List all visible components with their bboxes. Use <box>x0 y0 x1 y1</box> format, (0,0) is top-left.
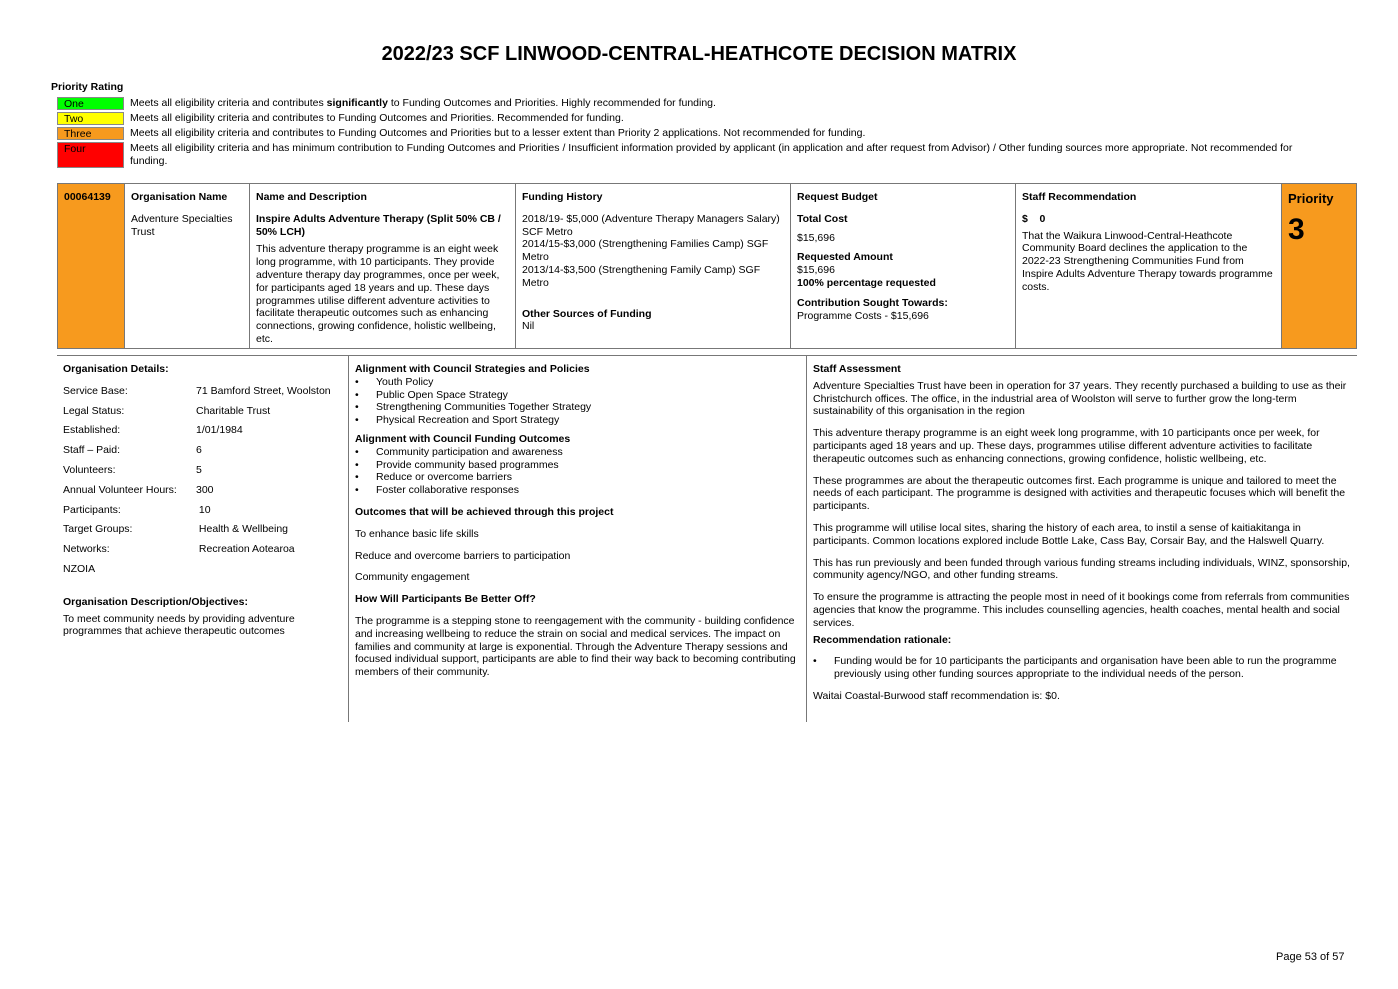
percentage-requested: 100% percentage requested <box>797 276 936 289</box>
page-title: 2022/23 SCF LINWOOD-CENTRAL-HEATHCOTE DECISION MATRIX <box>381 43 1017 65</box>
detail-label: Participants: <box>63 503 121 516</box>
detail-row <box>63 504 343 517</box>
detail-value: 71 Bamford Street, Woolston <box>196 384 331 397</box>
list-item: • Reduce or overcome barriers <box>355 471 801 484</box>
outcomes-list <box>355 446 801 497</box>
staff-recommended-amount: $ 0 <box>1022 212 1046 225</box>
org-name-heading: Organisation Name <box>131 191 228 203</box>
detail-label: Legal Status: <box>63 404 125 417</box>
project-id: 00064139 <box>58 184 125 348</box>
list-item: • Provide community based programmes <box>355 459 801 472</box>
detail-value: 6 <box>196 444 202 457</box>
priority-rating-heading: Priority Rating <box>51 81 124 93</box>
detail-value: Charitable Trust <box>196 404 271 417</box>
organisation-details-section <box>63 363 343 638</box>
assessment-closing: Waitai Coastal-Burwood staff recommendation is: $0. <box>813 689 1060 702</box>
staff-recommendation-heading: Staff Recommendation <box>1022 191 1137 203</box>
detail-label: Staff – Paid: <box>63 444 121 457</box>
detail-row <box>63 523 343 536</box>
org-description: To meet community needs by providing adventure programmes that achieve therapeutic outcomes <box>63 612 295 638</box>
org-description-heading: Organisation Description/Objectives: <box>63 595 248 608</box>
request-budget-column <box>791 184 1016 348</box>
strategies-heading: Alignment with Council Strategies and Policies <box>355 363 590 375</box>
legend-swatch-two: Two <box>57 112 124 125</box>
priority-heading: Priority <box>1288 191 1334 206</box>
achieved-item: Reduce and overcome barriers to participation <box>355 549 571 562</box>
legend-text-four: Meets all eligibility criteria and has minimum contribution to Funding Outcomes and Priorities / Insufficient information provided by applicant (in application and after request from Advisor) / Other funding sources more appropriate. Not recommended for funding. <box>130 142 1293 167</box>
legend-text-three: Meets all eligibility criteria and contributes to Funding Outcomes and Priorities but to a lesser extent than Priority 2 applications. Not recommended for funding. <box>130 127 866 139</box>
project-name: Inspire Adults Adventure Therapy (Split 50% CB / 50% LCH) <box>256 212 501 238</box>
request-budget-heading: Request Budget <box>797 191 878 203</box>
name-description-heading: Name and Description <box>256 191 367 203</box>
list-item: • Funding would be for 10 participants the participants and organisation have been able to run the programme previously using other funding sources appropriate to the individual needs of the person. <box>813 655 1353 681</box>
staff-recommendation-text: That the Waikura Linwood-Central-Heathcote Community Board declines the application to the 2022-23 Strengthening Communities Fund from Inspire Adults Adventure Therapy towards programme costs. <box>1022 229 1273 293</box>
detail-label: Service Base: <box>63 384 128 397</box>
strategies-list <box>355 376 801 427</box>
detail-label: Target Groups: <box>63 523 133 536</box>
column-divider-right <box>806 355 807 722</box>
total-cost-label: Total Cost <box>797 212 848 225</box>
staff-recommendation-column <box>1016 184 1282 348</box>
assessment-paragraph: These programmes are about the therapeutic outcomes first. Each programme is unique and tailored to meet the needs of each participant. The programme is designed with activities and therapeutic focuses which will benefit the participants. <box>813 474 1346 513</box>
other-sources: Nil <box>522 320 535 333</box>
legend-row-four <box>57 142 1317 168</box>
detail-row <box>63 484 343 497</box>
rationale-list <box>813 655 1353 681</box>
funding-history-item: 2013/14-$3,500 (Strengthening Family Camp) SGF Metro <box>522 263 761 289</box>
assessment-paragraph: This has run previously and been funded through various funding streams including individuals, WINZ, sponsorship, community agency/NGO, and other funding streams. <box>813 556 1350 582</box>
legend-swatch-three: Three <box>57 127 124 140</box>
alignment-section <box>355 363 801 679</box>
detail-row <box>63 543 343 556</box>
assessment-paragraph: Adventure Specialties Trust have been in operation for 37 years. They recently purchased a building to use as their Christchurch offices. The office, in the industrial area of Woolston will serve to further grow the long-term sustainability of this organisation in the region <box>813 379 1347 418</box>
contribution-label: Contribution Sought Towards: <box>797 296 948 309</box>
detail-value: Health & Wellbeing <box>196 523 289 536</box>
detail-value: Recreation Aotearoa <box>196 543 295 556</box>
funding-history-item: 2014/15-$3,000 (Strengthening Families Camp) SGF Metro <box>522 238 769 264</box>
assessment-paragraph: This programme will utilise local sites, sharing the history of each area, to instil a sense of kaitiakitanga in participants. Common locations explored include Bottle Lake, Cass Bay, Corsair Bay, and the Halswell Quarry. <box>813 521 1325 547</box>
legend-row-two <box>57 112 1317 125</box>
achieved-item: Community engagement <box>355 571 470 584</box>
legend-row-three <box>57 127 1317 140</box>
detail-value: 5 <box>196 463 202 476</box>
priority-column <box>1282 184 1356 348</box>
list-item: • Community participation and awareness <box>355 446 801 459</box>
detail-label: Networks: <box>63 543 110 556</box>
funding-history-item: 2018/19- $5,000 (Adventure Therapy Managers Salary) SCF Metro <box>522 212 780 238</box>
better-off-text: The programme is a stepping stone to reengagement with the community - building confidence and increasing wellbeing to reduce the strain on social and medical services. The impact on families and community at large is exponential. Through the Adventure Therapy sessions and focused individual support, participants are able to find their way back to becoming contributing members of their community. <box>355 614 796 679</box>
legend-text-two: Meets all eligibility criteria and contributes to Funding Outcomes and Priorities. Recommended for funding. <box>130 112 624 124</box>
detail-extra: NZOIA <box>63 562 96 575</box>
other-sources-heading: Other Sources of Funding <box>522 307 652 320</box>
org-details-heading: Organisation Details: <box>63 363 169 375</box>
funding-history-heading: Funding History <box>522 191 603 203</box>
staff-assessment-section <box>813 363 1353 703</box>
section-divider <box>57 355 1357 356</box>
assessment-heading: Staff Assessment <box>813 363 901 375</box>
legend-text-one-post: to Funding Outcomes and Priorities. Highly recommended for funding. <box>387 97 716 109</box>
priority-value: 3 <box>1288 212 1305 246</box>
requested-amount-label: Requested Amount <box>797 251 893 264</box>
project-summary-table <box>57 183 1357 349</box>
organisation-column <box>125 184 250 348</box>
detail-label: Annual Volunteer Hours: <box>63 483 177 496</box>
legend-row-one <box>57 97 1317 110</box>
achieved-item: To enhance basic life skills <box>355 527 479 540</box>
detail-value: 1/01/1984 <box>196 424 243 437</box>
detail-value: 300 <box>196 483 214 496</box>
list-item: • Foster collaborative responses <box>355 484 801 497</box>
rationale-heading: Recommendation rationale: <box>813 633 952 646</box>
org-name: Adventure Specialties Trust <box>131 212 233 238</box>
detail-row <box>63 444 343 457</box>
detail-row <box>63 405 343 418</box>
list-item: • Strengthening Communities Together Strategy <box>355 401 801 414</box>
assessment-paragraph: To ensure the programme is attracting the people most in need of it bookings come from referrals from communities agencies that know the programme. This includes counselling agencies, health coaches, mental health and social services. <box>813 591 1350 629</box>
legend-swatch-four: Four <box>57 142 124 168</box>
page-number: Page 53 of 57 <box>1276 951 1345 963</box>
legend-text-one <box>124 97 716 110</box>
list-item: • Public Open Space Strategy <box>355 389 801 402</box>
achieved-heading: Outcomes that will be achieved through this project <box>355 505 614 518</box>
detail-value: 10 <box>196 503 211 516</box>
detail-row <box>63 424 343 437</box>
project-description: This adventure therapy programme is an eight week long programme, with 10 participants. They provide adventure therapy day programmes, once per week, for participants aged 18 years and up. These days programmes utilise different adventure activities to facilitate therapeutic outcomes such as enhancing connections, growing confidence, holistic wellbeing, etc. <box>256 243 500 345</box>
legend-swatch-one: One <box>57 97 124 110</box>
assessment-paragraph: This adventure therapy programme is an eight week long programme, with 10 participants once per week, for participants aged 18 years and up. These days, programmes utilise different adventure activities to facilitate therapeutic outcomes such as enhancing connections, growing confidence, holistic wellbeing, etc. <box>813 427 1320 465</box>
name-description-column <box>250 184 516 348</box>
detail-label: Volunteers: <box>63 463 116 476</box>
detail-label: Established: <box>63 424 121 437</box>
column-divider-left <box>348 355 349 722</box>
better-off-heading: How Will Participants Be Better Off? <box>355 593 536 606</box>
priority-legend <box>57 97 1317 170</box>
legend-text-one-bold: significantly <box>326 97 388 109</box>
outcomes-heading: Alignment with Council Funding Outcomes <box>355 432 571 445</box>
total-cost: $15,696 <box>797 231 835 244</box>
funding-history-column <box>516 184 791 348</box>
detail-row <box>63 385 343 398</box>
requested-amount: $15,696 <box>797 264 835 277</box>
list-item: • Physical Recreation and Sport Strategy <box>355 414 801 427</box>
detail-row <box>63 464 343 477</box>
list-item: • Youth Policy <box>355 376 801 389</box>
legend-text-one-pre: Meets all eligibility criteria and contributes <box>130 97 327 109</box>
contribution: Programme Costs - $15,696 <box>797 309 929 322</box>
